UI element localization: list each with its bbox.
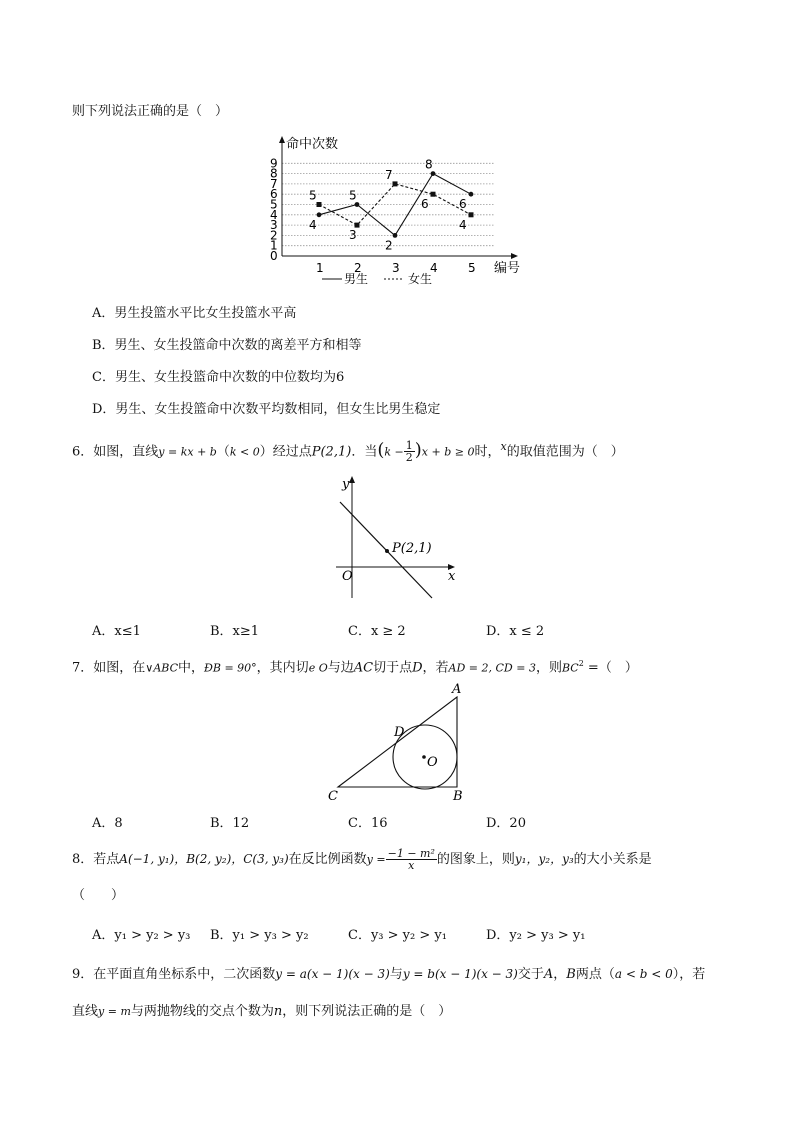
chart-y-tick-label: 4 [270, 207, 278, 222]
q8-points: A(−1, y₁)，B(2, y₂)，C(3, y₃) [119, 852, 289, 866]
q7-label-c: C [328, 789, 338, 804]
chart-point-girls [469, 212, 474, 217]
q9-line-2 [72, 1004, 451, 1020]
chart-point-girls [317, 202, 322, 207]
q9-line2-b: 与两抛物线的交点个数为 [130, 1004, 274, 1019]
chart-y-tick-label: 5 [270, 197, 278, 212]
chart-legend-label-boys: 男生 [344, 272, 369, 286]
chart-x-arrow [511, 253, 518, 259]
q5-option-a: A．男生投篮水平比女生投篮水平高 [92, 306, 297, 321]
q7-stem-c: ，其内切 [256, 660, 309, 676]
chart-data-label: 4 [459, 217, 467, 232]
q9-line1-c: 交于 [517, 967, 544, 982]
chart-point-girls [431, 192, 436, 197]
q9-line2-c: ，则下列说法正确的是（ ） [282, 1004, 452, 1019]
chart-x-tick-label: 4 [430, 261, 438, 275]
chart-data-label: 6 [421, 197, 429, 212]
q7-stem-b: 中， [177, 660, 204, 676]
q8-fraction [386, 848, 437, 871]
question-intro: 则下列说法正确的是（ ） [72, 104, 229, 119]
q7-label-b: B [453, 789, 463, 804]
chart-y-tick-label: 7 [270, 176, 278, 191]
q6-stem-e: 时， [474, 444, 501, 460]
q7-stem-a: 7．如图，在 [72, 660, 146, 676]
q9-f1: y = a(x − 1)(x − 3) [275, 967, 390, 981]
q7-angle: ÐB = 90° [204, 661, 257, 675]
q7-option-c: C．16 [348, 816, 388, 831]
q6-option-d: D．x ≤ 2 [486, 624, 545, 639]
q6-point-p [385, 549, 389, 553]
q6-stem-d: ．当 [351, 444, 378, 460]
q8-num: −1 − m² [387, 847, 435, 860]
chart-y-arrow [279, 136, 285, 143]
chart-point-girls [355, 223, 360, 228]
chart-x-tick-label: 5 [468, 261, 476, 275]
q6-ineq-b: x + b ≥ 0 [421, 445, 475, 459]
q7-triangle-figure [326, 684, 476, 804]
chart-data-label: 4 [309, 217, 317, 232]
q8-paren: （ ） [72, 888, 125, 903]
chart-y-tick-label: 2 [270, 228, 278, 243]
chart-y-tick-label: 8 [270, 166, 278, 181]
q7-label-o: O [427, 755, 438, 770]
q6-label-x: x [448, 569, 456, 584]
chart-point-boys [393, 233, 398, 238]
q6-option-b: B．x≥1 [210, 624, 260, 639]
q7-label-a: A [452, 682, 462, 697]
q6-point: P(2,1) [311, 444, 352, 460]
chart-x-tick-label: 3 [392, 261, 400, 275]
chart-x-tick-label: 2 [354, 261, 362, 275]
chart-data-label: 8 [425, 157, 433, 172]
chart-x-tick-label: 1 [316, 261, 324, 275]
q7-stem-d: 与边 [327, 660, 354, 676]
chart-point-boys [469, 192, 474, 197]
q7-option-b: B．12 [210, 816, 250, 831]
q9-ym: y = m [98, 1005, 131, 1018]
q9-line1-e: 两点（ [575, 967, 615, 982]
chart-data-label: 6 [459, 197, 467, 212]
chart-data-label: 2 [385, 238, 393, 253]
q8-option-a: A．y₁ > y₂ > y₃ [92, 928, 191, 943]
chart-y-tick-label: 6 [270, 187, 278, 202]
q7-center-o [422, 755, 426, 759]
q7-bc: BC [561, 661, 579, 675]
q7-stem-h: =（ ） [583, 660, 638, 676]
q6-ineq-a: k − [384, 445, 404, 459]
chart-legend-label-girls: 女生 [408, 272, 433, 286]
q6-frac-den: 2 [405, 451, 413, 465]
q5-option-c: C．男生、女生投篮命中次数的中位数均为6 [92, 370, 345, 385]
q8-stem-d: 的大小关系是 [573, 852, 652, 867]
q9-line1-f: ），若 [672, 967, 706, 982]
chart-point-boys [355, 202, 360, 207]
chart-point-girls [393, 181, 398, 186]
hit-count-chart [262, 134, 522, 284]
q6-line-eq: y = kx + b [158, 445, 217, 459]
q7-stem-f: ，若 [422, 660, 449, 676]
chart-data-label: 7 [385, 167, 393, 182]
q6-line-figure [328, 474, 468, 604]
q9-b: B [566, 967, 576, 982]
q5-option-b: B．男生、女生投篮命中次数的离差平方和相等 [92, 338, 362, 353]
q6-option-c: C．x ≥ 2 [348, 624, 406, 639]
q8-stem-c: 的图象上，则 [436, 852, 515, 867]
q6-label-o: O [342, 569, 353, 584]
q7-given: AD = 2, CD = 3 [448, 661, 536, 675]
chart-data-label: 3 [349, 228, 357, 243]
q8-ys: y₁，y₂，y₃ [514, 852, 574, 866]
q6-y-arrow [349, 476, 355, 483]
q6-stem-c: ）经过点 [259, 444, 312, 460]
q9-f2: y = b(x − 1)(x − 3) [402, 967, 518, 981]
q7-triangle: ∨ABC [145, 661, 178, 675]
q8-option-b: B．y₁ > y₃ > y₂ [210, 928, 309, 943]
chart-y-tick-label: 0 [270, 249, 278, 263]
q8-y: y = [366, 853, 386, 866]
q9-line1-a: 9．在平面直角坐标系中，二次函数 [72, 967, 276, 982]
chart-point-boys [431, 171, 436, 176]
q9-line1-d: ， [553, 967, 567, 982]
q7-stem-e: 切于点 [373, 660, 413, 676]
q7-sup: 2 [578, 659, 584, 668]
q8-option-c: C．y₃ > y₂ > y₁ [348, 928, 447, 943]
q8-stem-b: 在反比例函数 [288, 852, 367, 867]
q9-cond: a < b < 0 [614, 967, 673, 981]
q7-stem [72, 656, 638, 676]
q8-stem [72, 846, 652, 873]
q8-den: x [408, 859, 415, 872]
q9-line-1 [72, 966, 705, 983]
chart-y-tick-label: 3 [270, 218, 278, 233]
chart-data-label: 5 [349, 188, 357, 203]
chart-point-boys [317, 212, 322, 217]
q6-label-p: P(2,1) [392, 541, 432, 556]
q7-option-d: D．20 [486, 816, 526, 831]
chart-y-tick-label: 1 [270, 238, 278, 253]
q9-line1-b: 与 [389, 967, 403, 982]
q9-a: A [543, 967, 554, 982]
q7-side: AC [353, 660, 374, 676]
q7-label-d: D [394, 725, 405, 740]
q6-label-y: y [342, 477, 350, 492]
q8-stem-a: 8．若点 [72, 852, 120, 867]
q6-option-a: A．x≤1 [92, 624, 141, 639]
q6-frac-num: 1 [405, 439, 413, 453]
q5-option-d: D．男生、女生投篮命中次数平均数相同，但女生比男生稳定 [92, 402, 441, 417]
q6-fraction [404, 440, 415, 463]
chart-x-axis-label: 编号 [494, 261, 521, 276]
q9-n: n [273, 1004, 283, 1019]
q6-cond: k < 0 [229, 445, 260, 459]
q6-var-x: x [500, 440, 507, 453]
q6-stem-a: 6．如图，直线 [72, 444, 159, 460]
q7-point: D [412, 660, 423, 676]
chart-y-tick-label: 9 [270, 156, 278, 171]
chart-y-axis-label: 命中次数 [286, 137, 339, 152]
q7-option-a: A．8 [92, 816, 123, 831]
q6-stem: 6．如图，直线y = kx + b（k < 0）经过点P(2,1)．当(k − $\frac{1}{2}$ )x + b ≥ 0时，$^x$的取值范围为（ ） [72, 439, 624, 465]
q6-stem-f: 的取值范围为（ ） [506, 444, 624, 460]
q7-circle: e O [308, 661, 328, 675]
chart-data-label: 5 [309, 188, 317, 203]
q6-stem-b: （ [216, 444, 230, 460]
q8-option-d: D．y₂ > y₃ > y₁ [486, 928, 586, 943]
q9-line2-a: 直线 [72, 1004, 99, 1019]
q7-stem-g: ，则 [535, 660, 562, 676]
